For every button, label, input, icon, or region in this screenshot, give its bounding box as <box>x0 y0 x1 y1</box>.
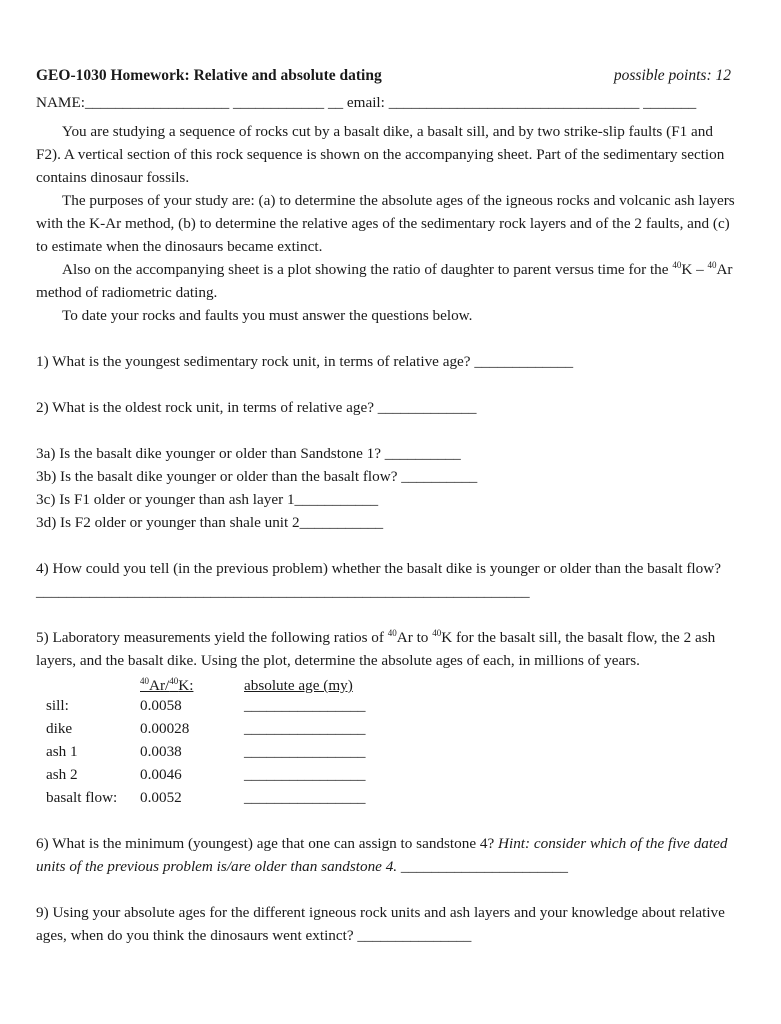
table-row <box>46 694 741 717</box>
ratio-value: 0.0046 <box>140 766 182 783</box>
name-email-row <box>36 91 741 114</box>
name-blank[interactable]: ___________________ ____________ __ <box>84 94 344 111</box>
title-row <box>36 64 741 87</box>
intro-paragraph-1: You are studying a sequence of rocks cut by a basalt dike, a basalt sill, and by two strike-slip faults (F1 and F2). A vertical section of this rock sequence is shown on the accompanying sheet. Part of the sedimentary section contains dinosaur fossils. <box>36 123 725 186</box>
table-row <box>46 763 741 786</box>
unit-name: ash 2 <box>46 766 78 783</box>
unit-name: ash 1 <box>46 743 78 760</box>
unit-name: basalt flow: <box>46 789 118 806</box>
homework-page <box>36 64 741 947</box>
question-3c[interactable]: 3c) Is F1 older or younger than ash layer 1___________ <box>36 491 379 508</box>
unit-name: dike <box>46 720 73 737</box>
ratio-value: 0.0052 <box>140 789 182 806</box>
question-3a[interactable]: 3a) Is the basalt dike younger or older than Sandstone 1? __________ <box>36 445 461 462</box>
ratio-table-header <box>46 674 741 694</box>
intro-paragraph-2: The purposes of your study are: (a) to determine the absolute ages of the igneous rocks and volcanic ash layers with the K-Ar method, (b) to determine the relative ages of the sedimentary rock layers and of the 2 faults, and (c) to estimate when the dinosaurs became extinct. <box>36 192 735 255</box>
age-blank[interactable]: ________________ <box>244 743 366 760</box>
email-label: email: <box>343 94 389 111</box>
age-header: absolute age (my) <box>244 677 353 694</box>
table-row <box>46 786 741 809</box>
age-blank[interactable]: ________________ <box>244 789 366 806</box>
question-3d[interactable]: 3d) Is F2 older or younger than shale unit 2___________ <box>36 514 384 531</box>
question-3b[interactable]: 3b) Is the basalt dike younger or older than the basalt flow? __________ <box>36 468 478 485</box>
question-2[interactable]: 2) What is the oldest rock unit, in terms of relative age? _____________ <box>36 399 477 416</box>
possible-points: possible points: 12 <box>613 67 731 84</box>
ratio-table <box>46 674 741 809</box>
question-1[interactable]: 1) What is the youngest sedimentary rock unit, in terms of relative age? _____________ <box>36 353 574 370</box>
question-5: 5) Laboratory measurements yield the following ratios of $^{40}$Ar to $^{40}$K for the basalt sill, the basalt flow, the 2 ash layers, and the basalt dike. Using the plot, determine the absolute ages of each, in millions of years. <box>36 628 716 669</box>
table-row <box>46 717 741 740</box>
ratio-header: $^{40}$Ar/$^{40}$K: <box>140 676 194 694</box>
question-4[interactable]: 4) How could you tell (in the previous problem) whether the basalt dike is younger or older than the basalt flow? _________________________________________________________________ <box>36 560 721 600</box>
intro-paragraph-4: To date your rocks and faults you must answer the questions below. <box>62 307 473 324</box>
question-6-hint: Hint: consider which of the five dated units of the previous problem is/are older than sandstone 4. <box>36 835 728 875</box>
ratio-value: 0.00028 <box>140 720 190 737</box>
table-row <box>46 740 741 763</box>
unit-name: sill: <box>46 697 69 714</box>
age-blank[interactable]: ________________ <box>244 697 366 714</box>
intro-paragraph-3: Also on the accompanying sheet is a plot showing the ratio of daughter to parent versus time for the $^{40}$K – $^{40}$Ar method of radiometric dating. <box>36 260 733 301</box>
ratio-value: 0.0038 <box>140 743 182 760</box>
question-6[interactable]: 6) What is the minimum (youngest) age that one can assign to sandstone 4? Hint: consider which of the five dated units of the previous problem is/are older than sandstone 4. ______________________ <box>36 835 728 875</box>
document-title: GEO-1030 Homework: Relative and absolute dating <box>36 67 382 84</box>
age-blank[interactable]: ________________ <box>244 720 366 737</box>
name-label: NAME: <box>36 94 85 111</box>
ratio-value: 0.0058 <box>140 697 182 714</box>
age-blank[interactable]: ________________ <box>244 766 366 783</box>
question-9[interactable]: 9) Using your absolute ages for the different igneous rock units and ash layers and your knowledge about relative ages, when do you think the dinosaurs went extinct? _______________ <box>36 904 725 944</box>
email-blank[interactable]: _________________________________ _______ <box>388 94 697 111</box>
